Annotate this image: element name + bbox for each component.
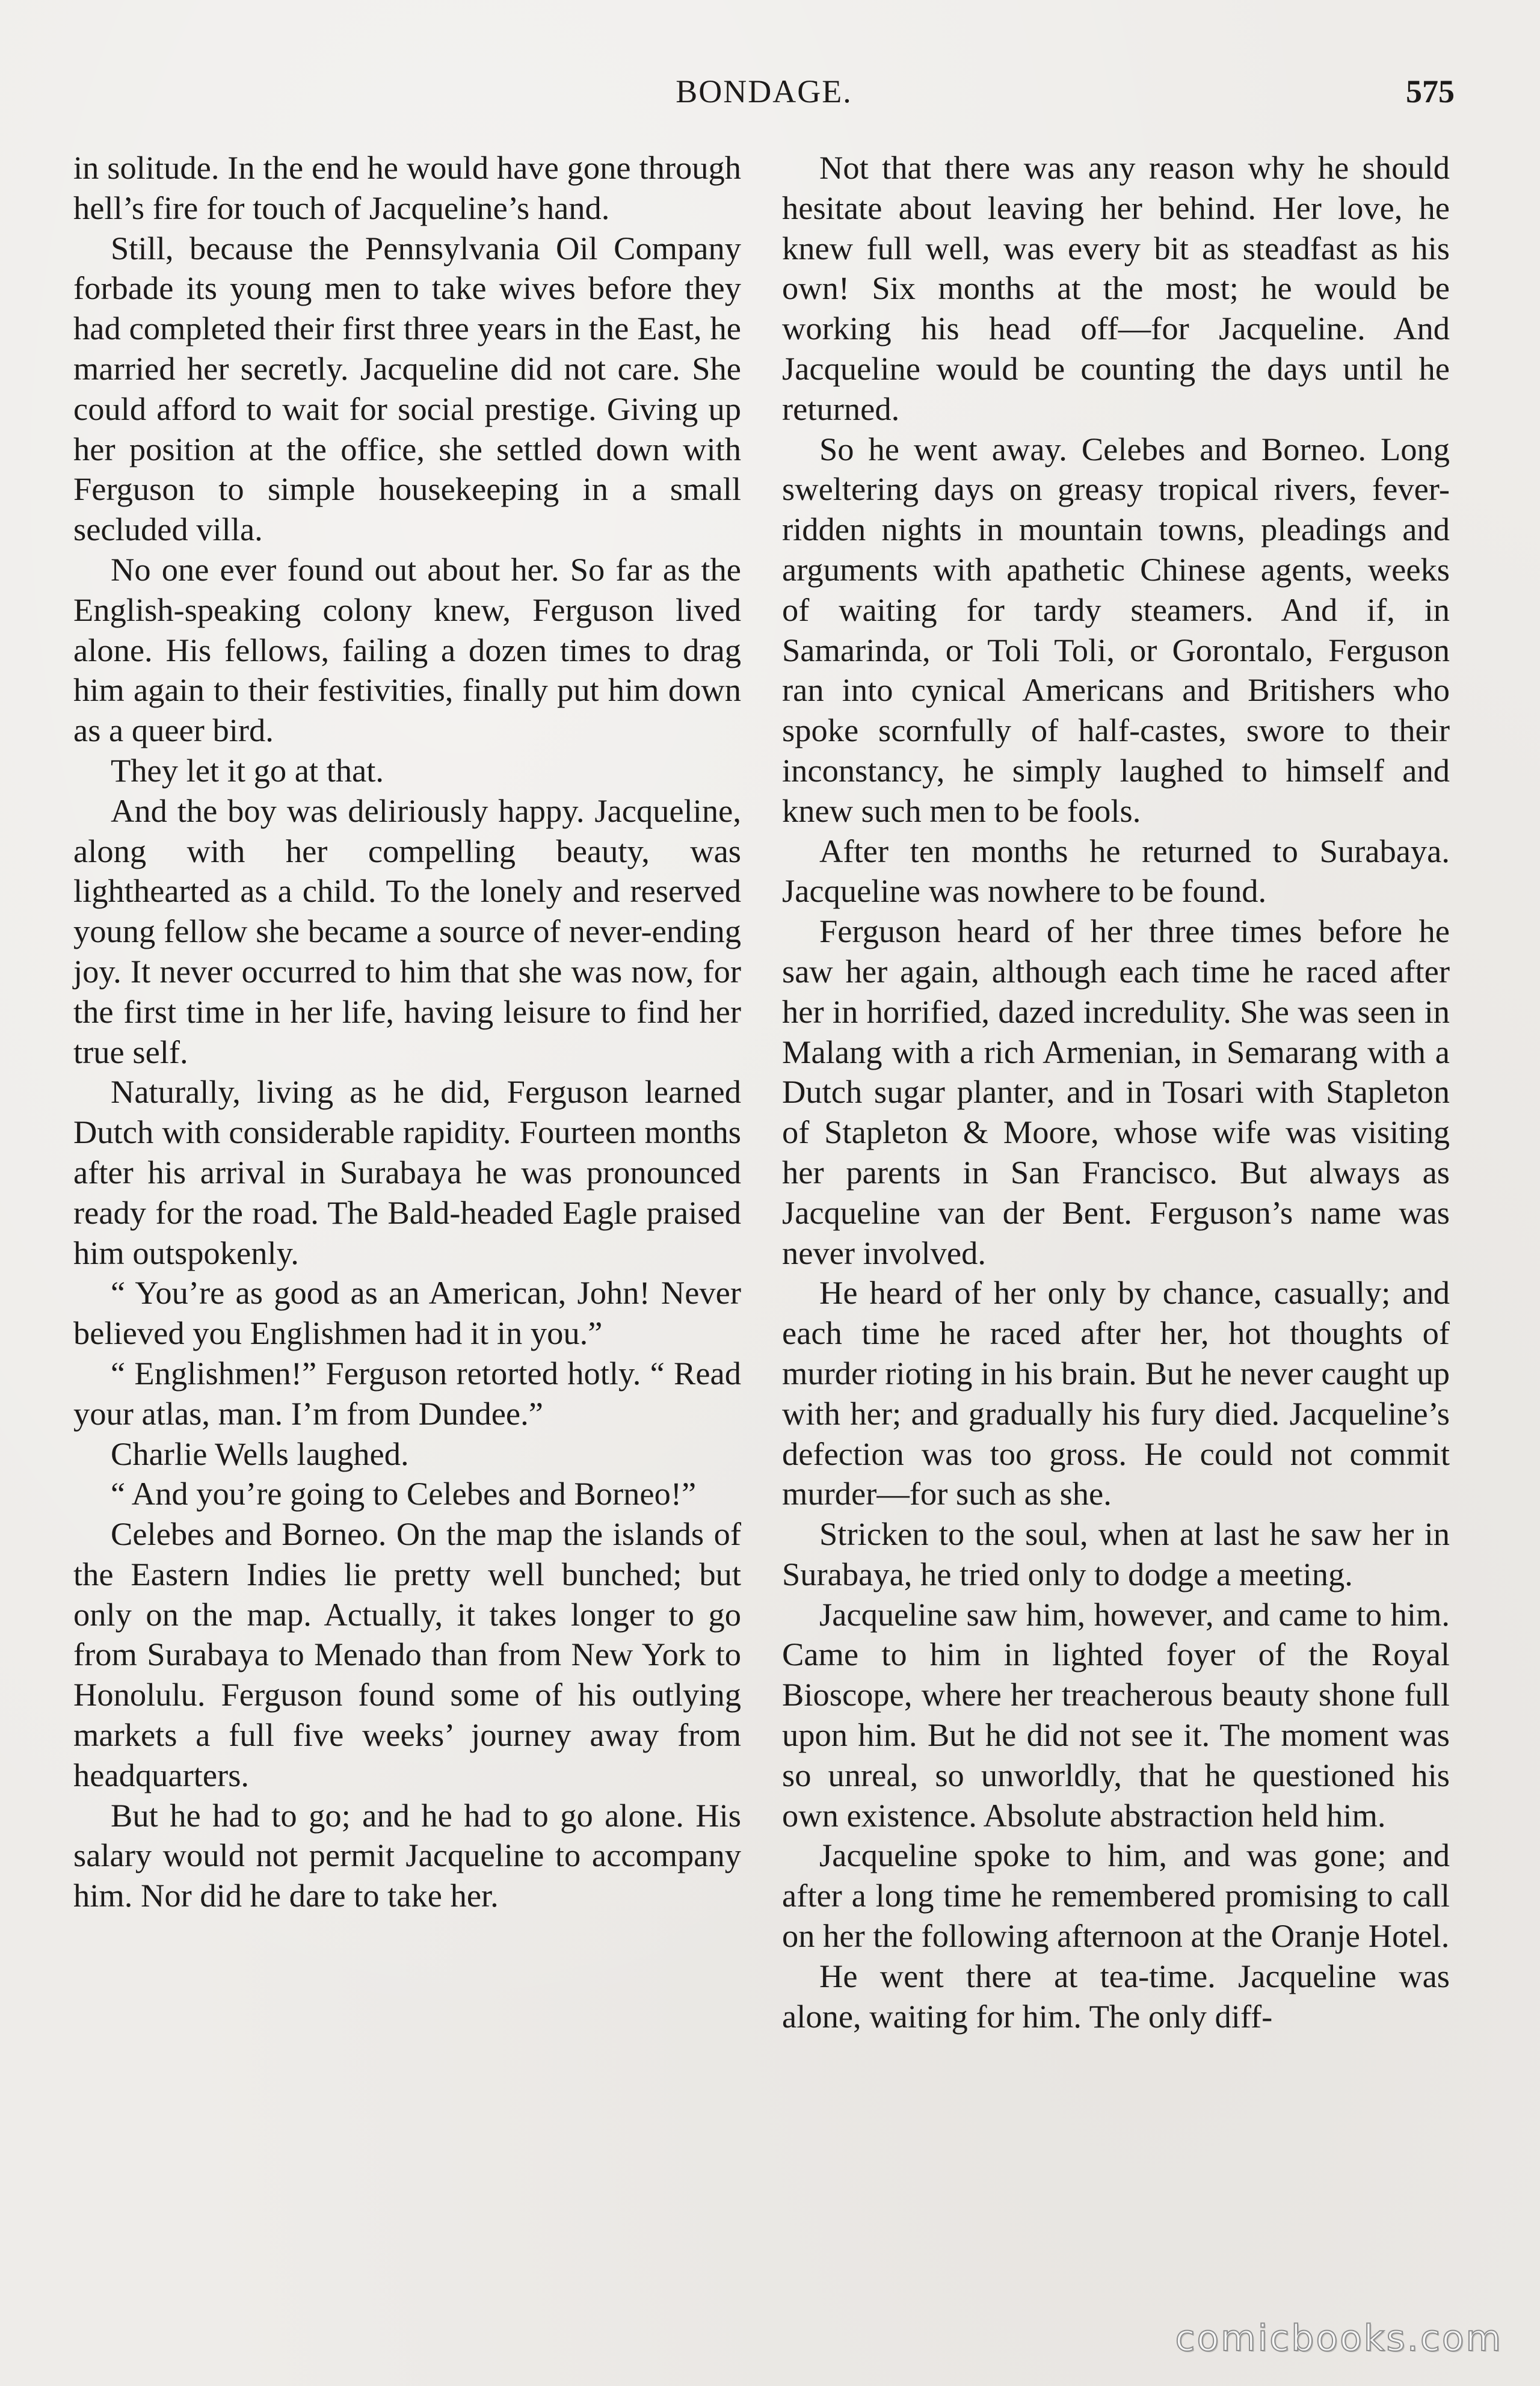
paragraph: Charlie Wells laughed. xyxy=(111,1435,409,1472)
left-column xyxy=(73,148,741,1916)
page-header xyxy=(73,67,1455,116)
paragraph: After ten months he returned to Surabaya. Jacqueline was nowhere to be found. xyxy=(782,832,1450,910)
paragraph: No one ever found out about her. So far as the English-speaking colony knew, Ferguson lived alone. His fellows, failing a dozen times to drag him again to their festivities, finally put him down as a queer bird. xyxy=(73,550,741,749)
paragraph: But he had to go; and he had to go alone. His salary would not permit Jacqueline to accompany him. Nor did he dare to take her. xyxy=(73,1796,741,1914)
paragraph: Stricken to the soul, when at last he saw her in Surabaya, he tried only to dodge a meeting. xyxy=(782,1515,1450,1592)
paragraph: Jacqueline spoke to him, and was gone; and after a long time he remembered promising to call on her the following afternoon at the Oranje Hotel. xyxy=(782,1837,1450,1955)
paragraph: So he went away. Celebes and Borneo. Long sweltering days on greasy tropical rivers, fever-ridden nights in mountain towns, pleadings and arguments with apathetic Chinese agents, weeks of waiting for tardy steamers. And if, in Samarinda, or Toli Toli, or Gorontalo, Ferguson ran into cynical Americans and Britishers who spoke scornfully of half-castes, swore to their inconstancy, he simply laughed to himself and knew such men to be fools. xyxy=(782,430,1450,829)
paragraph: “ Englishmen!” Ferguson retorted hotly. “ Read your atlas, man. I’m from Dundee.” xyxy=(73,1354,741,1432)
paragraph: Celebes and Borneo. On the map the islands of the Eastern Indies lie pretty well bunched; but only on the map. Actually, it takes longer to go from Surabaya to Menado than from New York to Honolulu. Ferguson found some of his outlying markets a full five weeks’ journey away from headquarters. xyxy=(73,1515,741,1793)
paragraph: Ferguson heard of her three times before he saw her again, although each time he raced after her in horrified, dazed incredulity. She was seen in Malang with a rich Armenian, in Semarang with a Dutch sugar planter, and in Tosari with Stapleton of Stapleton & Moore, whose wife was visiting her parents in San Francisco. But always as Jacqueline van der Bent. Ferguson’s name was never involved. xyxy=(782,913,1450,1271)
paragraph: He heard of her only by chance, casually; and each time he raced after her, hot thoughts of murder rioting in his brain. But he never caught up with her; and gradually his fury died. Jacqueline’s defection was too gross. He could not commit murder—for such as she. xyxy=(782,1274,1450,1512)
paragraph: Not that there was any reason why he should hesitate about leaving her behind. Her love, he knew full well, was every bit as steadfast as his own! Six months at the most; he would be working his head off—for Jacqueline. And Jacqueline would be counting the days until he returned. xyxy=(782,149,1450,427)
page-number: 575 xyxy=(1406,73,1455,109)
paragraph: Jacqueline saw him, however, and came to him. Came to him in lighted foyer of the Royal Bioscope, where her treacherous beauty shone full upon him. But he did not see it. The moment was so unreal, so unworldly, that he questioned his own existence. Absolute abstraction held him. xyxy=(782,1595,1450,1834)
paragraph: And the boy was deliriously happy. Jacqueline, along with her compelling beauty, was lighthearted as a child. To the lonely and reserved young fellow she became a source of never-ending joy. It never occurred to him that she was now, for the first time in her life, having leisure to find her true self. xyxy=(73,792,741,1070)
paragraph: They let it go at that. xyxy=(111,751,384,789)
paragraph: He went there at tea-time. Jacqueline was alone, waiting for him. The only diff- xyxy=(782,1957,1450,2035)
paragraph: Naturally, living as he did, Ferguson learned Dutch with considerable rapidity. Fourteen months after his arrival in Surabaya he was pronounced ready for the road. The Bald-headed Eagle praised him outspokenly. xyxy=(73,1073,741,1271)
paragraph: Still, because the Pennsylvania Oil Company forbade its young men to take wives before they had completed their first three years in the East, he married her secretly. Jacqueline did not care. She could afford to wait for social prestige. Giving up her position at the office, she settled down with Ferguson to simple housekeeping in a small secluded villa. xyxy=(73,229,741,548)
paragraph: “ You’re as good as an American, John! Never believed you Englishmen had it in you.” xyxy=(73,1274,741,1352)
running-title: BONDAGE. xyxy=(676,73,852,109)
right-column xyxy=(782,148,1450,2036)
paragraph: in solitude. In the end he would have gone through hell’s fire for touch of Jacqueline’s hand. xyxy=(73,149,741,226)
paragraph: “ And you’re going to Celebes and Borneo!” xyxy=(111,1475,697,1512)
watermark-logo: comicbooks.com xyxy=(1175,2317,1503,2360)
